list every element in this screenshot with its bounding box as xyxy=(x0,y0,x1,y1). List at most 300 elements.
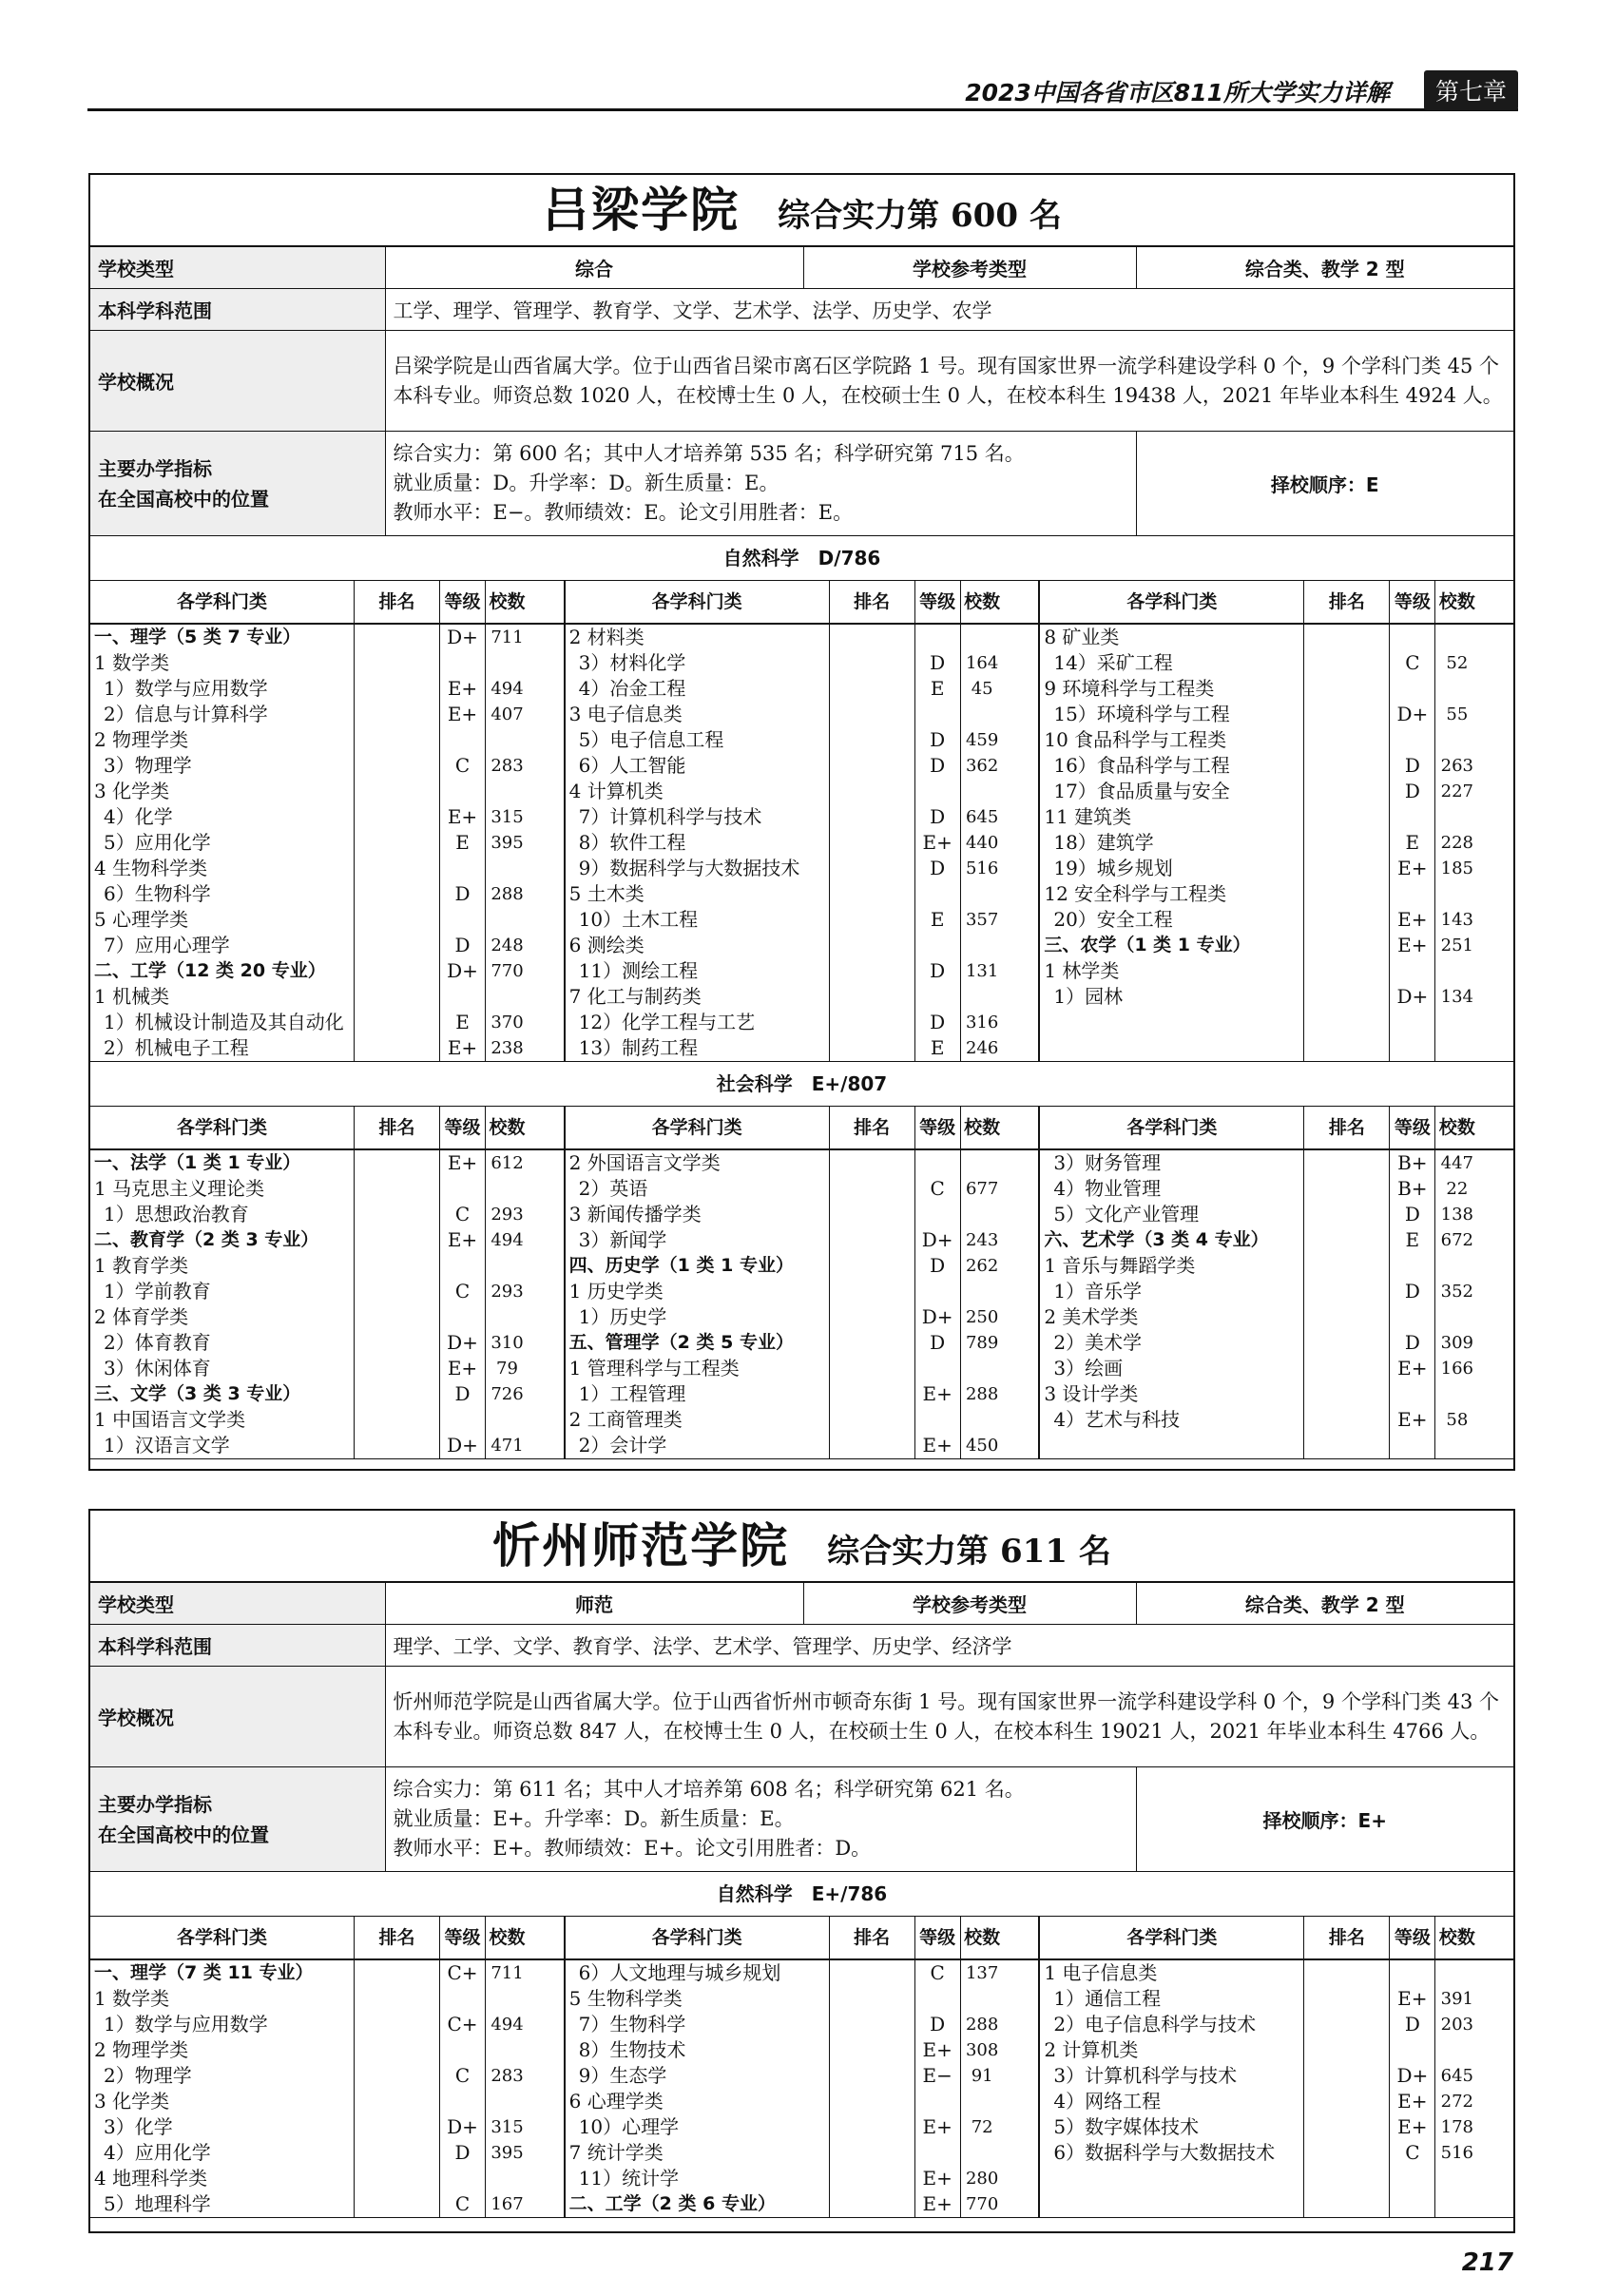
subject-count xyxy=(486,1986,529,2012)
subject-name: 二、工学（12 类 20 专业） xyxy=(90,958,355,984)
subject-rank xyxy=(355,2089,440,2114)
table-row xyxy=(566,2140,1039,2166)
subject-count: 52 xyxy=(1446,653,1469,673)
header-rank: 排名 xyxy=(830,1917,915,1958)
subject-count xyxy=(961,1150,1004,1176)
empty-row xyxy=(1040,1010,1513,1035)
subject-grade xyxy=(1390,1304,1435,1330)
subject-grade: E xyxy=(915,1035,961,1061)
subject-count: 280 xyxy=(965,2169,999,2189)
subject-name: 3 新闻传播学类 xyxy=(566,1202,830,1227)
subject-rank xyxy=(1304,2140,1390,2166)
table-row xyxy=(1040,753,1513,779)
empty-cell xyxy=(1435,1433,1478,1458)
subject-grade: E xyxy=(1390,1227,1435,1253)
subject-name: 1）汉语言文学 xyxy=(90,1433,355,1458)
subject-rank xyxy=(1304,1407,1390,1433)
subject-count xyxy=(1435,1253,1478,1279)
subject-count: 164 xyxy=(965,653,999,673)
column-header xyxy=(1040,1917,1513,1960)
subject-grade: D+ xyxy=(1390,2063,1435,2089)
subject-name: 1 中国语言文学类 xyxy=(90,1407,355,1433)
subject-grade: E+ xyxy=(915,2166,961,2191)
table-row xyxy=(1040,907,1513,933)
header-grade: 等级 xyxy=(1390,1107,1435,1148)
subject-count: 645 xyxy=(1440,2066,1474,2086)
table-row xyxy=(90,2140,564,2166)
subject-name: 2 计算机类 xyxy=(1040,2037,1304,2063)
subject-grid xyxy=(90,1107,1513,1459)
subject-count: 362 xyxy=(965,756,999,776)
subject-name: 一、法学（1 类 1 专业） xyxy=(90,1150,355,1176)
subject-name: 8）软件工程 xyxy=(566,830,830,856)
header-name: 各学科门类 xyxy=(1040,1107,1304,1148)
subject-count xyxy=(486,856,529,881)
info-table xyxy=(90,1582,1513,1872)
subject-count xyxy=(961,1202,1004,1227)
subject-count: 134 xyxy=(1440,987,1474,1007)
subject-grade: E+ xyxy=(915,1433,961,1458)
subject-grade: C xyxy=(440,1202,486,1227)
subject-name: 5）地理科学 xyxy=(90,2191,355,2217)
header-name: 各学科门类 xyxy=(566,1917,830,1958)
subject-grid xyxy=(90,1917,1513,2218)
empty-cell xyxy=(1390,2166,1435,2191)
empty-cell xyxy=(1390,2191,1435,2217)
subject-rank xyxy=(1304,727,1390,753)
info-row-type xyxy=(90,247,1513,289)
subject-count: 283 xyxy=(491,756,524,776)
table-row xyxy=(566,2063,1039,2089)
subject-name: 4）应用化学 xyxy=(90,2140,355,2166)
choice-order xyxy=(1136,432,1513,536)
table-row xyxy=(90,1227,564,1253)
subject-name: 2）英语 xyxy=(566,1176,830,1202)
subject-name: 1）数学与应用数学 xyxy=(90,2012,355,2037)
label-overview: 学校概况 xyxy=(90,331,385,432)
subject-count: 471 xyxy=(491,1436,524,1456)
subject-rank xyxy=(830,1407,915,1433)
subject-name: 3）新闻学 xyxy=(566,1227,830,1253)
subject-rank xyxy=(355,907,440,933)
subject-count xyxy=(1435,2037,1478,2063)
subject-count xyxy=(961,1986,1004,2012)
subject-rank xyxy=(1304,933,1390,958)
header-name: 各学科门类 xyxy=(1040,1917,1304,1958)
subject-count: 711 xyxy=(491,1963,524,1983)
subject-grade: E+ xyxy=(1390,856,1435,881)
subject-grade: E+ xyxy=(1390,907,1435,933)
table-row xyxy=(90,1010,564,1035)
subject-name: 4）物业管理 xyxy=(1040,1176,1304,1202)
subject-rank xyxy=(830,1304,915,1330)
header-rank: 排名 xyxy=(1304,581,1390,623)
subject-rank xyxy=(355,933,440,958)
table-row xyxy=(566,830,1039,856)
subject-rank xyxy=(355,2037,440,2063)
empty-cell xyxy=(1304,1433,1390,1458)
subject-rank xyxy=(830,1150,915,1176)
subject-count: 45 xyxy=(971,679,993,699)
subject-count xyxy=(1435,1304,1478,1330)
label-indicators-line2: 在全国高校中的位置 xyxy=(98,487,269,511)
subject-rank xyxy=(355,1150,440,1176)
subject-name: 7）计算机科学与技术 xyxy=(566,804,830,830)
subject-rank xyxy=(355,1330,440,1356)
table-row xyxy=(566,1227,1039,1253)
table-row xyxy=(90,856,564,881)
subject-grade xyxy=(440,2037,486,2063)
header-count: 校数 xyxy=(489,591,526,612)
subject-rank xyxy=(355,2191,440,2217)
subject-count: 263 xyxy=(1440,756,1474,776)
table-row xyxy=(566,676,1039,702)
table-row xyxy=(90,804,564,830)
table-row xyxy=(1040,727,1513,753)
subject-count: 310 xyxy=(491,1333,524,1353)
subject-name: 三、文学（3 类 3 专业） xyxy=(90,1381,355,1407)
subject-count: 288 xyxy=(491,884,524,904)
table-row xyxy=(566,1010,1039,1035)
empty-cell xyxy=(1390,1010,1435,1035)
subject-grade: D xyxy=(440,881,486,907)
indicator-line: 综合实力：第 611 名；其中人才培养第 608 名；科学研究第 621 名。 xyxy=(393,1778,1025,1801)
header-count: 校数 xyxy=(1438,1927,1475,1948)
subject-count xyxy=(1435,958,1478,984)
subject-rank xyxy=(355,984,440,1010)
subject-rank xyxy=(830,2012,915,2037)
indicators-text xyxy=(385,432,1136,536)
table-row xyxy=(90,881,564,907)
subject-count: 450 xyxy=(965,1436,999,1456)
subject-name: 5）文化产业管理 xyxy=(1040,1202,1304,1227)
label-indicators xyxy=(90,1767,385,1872)
subject-rank xyxy=(1304,1960,1390,1986)
label-subject-scope: 本科学科范围 xyxy=(90,1625,385,1667)
subject-column xyxy=(90,1107,566,1458)
subject-count: 395 xyxy=(491,2143,524,2163)
label-overview: 学校概况 xyxy=(90,1667,385,1767)
subject-grade xyxy=(1390,2037,1435,2063)
subject-count xyxy=(486,727,529,753)
subject-name: 3）计算机科学与技术 xyxy=(1040,2063,1304,2089)
subject-column xyxy=(566,1107,1041,1458)
subject-grade xyxy=(440,2089,486,2114)
table-row xyxy=(90,1150,564,1176)
table-row xyxy=(90,676,564,702)
subject-count: 770 xyxy=(491,961,524,981)
label-ref-type: 学校参考类型 xyxy=(803,247,1136,289)
subject-grade: C xyxy=(915,1176,961,1202)
subject-name: 五、管理学（2 类 5 专业） xyxy=(566,1330,830,1356)
subject-count xyxy=(961,881,1004,907)
subject-count xyxy=(961,2140,1004,2166)
subject-grade: D xyxy=(1390,779,1435,804)
subject-rank xyxy=(830,1010,915,1035)
subject-name: 6）人工智能 xyxy=(566,753,830,779)
subject-rank xyxy=(830,804,915,830)
subject-name: 2）美术学 xyxy=(1040,1330,1304,1356)
subject-grade: D xyxy=(915,650,961,676)
header-name: 各学科门类 xyxy=(1040,581,1304,623)
subject-rank xyxy=(355,2140,440,2166)
subject-count: 91 xyxy=(971,2066,993,2086)
subject-rank xyxy=(830,2140,915,2166)
header-grade: 等级 xyxy=(1390,1917,1435,1958)
header-rank: 排名 xyxy=(355,1107,440,1148)
table-row xyxy=(566,1356,1039,1381)
subject-grade: C xyxy=(440,1279,486,1304)
empty-cell xyxy=(1040,1010,1304,1035)
subject-rank xyxy=(830,727,915,753)
table-row xyxy=(566,1986,1039,2012)
table-row xyxy=(566,779,1039,804)
subject-grade: D xyxy=(915,1253,961,1279)
subject-count xyxy=(486,2089,529,2114)
header-name: 各学科门类 xyxy=(566,581,830,623)
table-row xyxy=(566,1176,1039,1202)
header-rank: 排名 xyxy=(830,1107,915,1148)
table-row xyxy=(566,958,1039,984)
table-row xyxy=(566,1433,1039,1458)
subject-rank xyxy=(1304,779,1390,804)
subject-name: 1 电子信息类 xyxy=(1040,1960,1304,1986)
subject-count xyxy=(486,907,529,933)
table-row xyxy=(1040,625,1513,650)
subject-grade: D xyxy=(915,753,961,779)
overview-text: 忻州师范学院是山西省属大学。位于山西省忻州市顿奇东街 1 号。现有国家世界一流学科建设学科 0 个，9 个学科门类 43 个本科专业。师资总数 847 人，在校博士生 0 人，在校硕士生 0 人，在校本科生 19021 人，2021 年毕业本科生 4766 人。 xyxy=(385,1667,1513,1767)
info-table xyxy=(90,246,1513,536)
subject-name: 3）绘画 xyxy=(1040,1356,1304,1381)
subject-name: 12 安全科学与工程类 xyxy=(1040,881,1304,907)
subject-rank xyxy=(1304,1176,1390,1202)
empty-cell xyxy=(1040,2191,1304,2217)
subject-rank xyxy=(1304,1150,1390,1176)
subject-grade: C+ xyxy=(440,1960,486,1986)
column-header xyxy=(566,1107,1039,1150)
subject-count: 494 xyxy=(491,2015,524,2035)
table-row xyxy=(1040,1381,1513,1407)
subject-count xyxy=(961,933,1004,958)
subject-count: 516 xyxy=(965,859,999,878)
subject-rank xyxy=(830,933,915,958)
info-row-overview xyxy=(90,331,1513,432)
table-row xyxy=(566,856,1039,881)
subject-name: 11）测绘工程 xyxy=(566,958,830,984)
subject-rank xyxy=(1304,625,1390,650)
subject-name: 1）工程管理 xyxy=(566,1381,830,1407)
subject-grade: E+ xyxy=(915,2191,961,2217)
header-count: 校数 xyxy=(1438,591,1475,612)
subject-count: 137 xyxy=(965,1963,999,1983)
subject-rank xyxy=(830,1960,915,1986)
subject-name: 1 数学类 xyxy=(90,650,355,676)
table-row xyxy=(566,753,1039,779)
subject-rank xyxy=(830,1202,915,1227)
subject-count: 79 xyxy=(496,1359,518,1379)
subject-grade xyxy=(440,779,486,804)
subject-name: 5 生物科学类 xyxy=(566,1986,830,2012)
table-row xyxy=(90,727,564,753)
table-row xyxy=(1040,2063,1513,2089)
table-row xyxy=(1040,1253,1513,1279)
table-row xyxy=(1040,650,1513,676)
table-row xyxy=(90,1279,564,1304)
subject-name: 2）物理学 xyxy=(90,2063,355,2089)
table-row xyxy=(90,933,564,958)
label-subject-scope: 本科学科范围 xyxy=(90,289,385,331)
table-row xyxy=(1040,856,1513,881)
subject-count: 770 xyxy=(965,2194,999,2214)
subject-count: 283 xyxy=(491,2066,524,2086)
subject-rank xyxy=(355,1304,440,1330)
subject-name: 6 心理学类 xyxy=(566,2089,830,2114)
subject-rank xyxy=(1304,2063,1390,2089)
overall-rank: 综合实力第 611 名 xyxy=(827,1533,1111,1571)
table-row xyxy=(566,2037,1039,2063)
subject-rank xyxy=(1304,804,1390,830)
subject-count: 308 xyxy=(965,2040,999,2060)
subject-name: 18）建筑学 xyxy=(1040,830,1304,856)
header-count: 校数 xyxy=(964,1117,1001,1138)
school-block-lvliang xyxy=(88,173,1515,1471)
subject-name: 1 机械类 xyxy=(90,984,355,1010)
subject-grade: D+ xyxy=(915,1304,961,1330)
subject-rank xyxy=(1304,907,1390,933)
subject-count: 227 xyxy=(1440,781,1474,801)
subject-rank xyxy=(355,779,440,804)
subject-name: 8 矿业类 xyxy=(1040,625,1304,650)
subject-name: 3）物理学 xyxy=(90,753,355,779)
table-row xyxy=(566,1035,1039,1061)
column-header xyxy=(566,1917,1039,1960)
subject-count xyxy=(1435,1960,1478,1986)
subject-rank xyxy=(355,650,440,676)
subject-name: 2）体育教育 xyxy=(90,1330,355,1356)
subject-rank xyxy=(830,650,915,676)
table-row xyxy=(90,958,564,984)
table-row xyxy=(566,1253,1039,1279)
subject-name: 六、艺术学（3 类 4 专业） xyxy=(1040,1227,1304,1253)
subject-scope-value: 理学、工学、文学、教育学、法学、艺术学、管理学、历史学、经济学 xyxy=(385,1625,1513,1667)
subject-count: 711 xyxy=(491,627,524,647)
subject-count: 447 xyxy=(1440,1153,1474,1173)
subject-count: 357 xyxy=(965,910,999,930)
subject-name: 2）电子信息科学与技术 xyxy=(1040,2012,1304,2037)
table-row xyxy=(566,702,1039,727)
empty-cell xyxy=(1435,2191,1478,2217)
subject-rank xyxy=(830,1035,915,1061)
subject-rank xyxy=(1304,1330,1390,1356)
table-row xyxy=(1040,2114,1513,2140)
subject-grade: E+ xyxy=(440,702,486,727)
subject-name: 3）财务管理 xyxy=(1040,1150,1304,1176)
subject-grade: C xyxy=(1390,2140,1435,2166)
header-count: 校数 xyxy=(1438,1117,1475,1138)
table-row xyxy=(90,650,564,676)
subject-name: 14）采矿工程 xyxy=(1040,650,1304,676)
subject-name: 3）材料化学 xyxy=(566,650,830,676)
column-header xyxy=(1040,1107,1513,1150)
subject-name: 4）艺术与科技 xyxy=(1040,1407,1304,1433)
table-row xyxy=(566,2191,1039,2217)
subject-count xyxy=(486,984,529,1010)
subject-grade: D xyxy=(915,2012,961,2037)
header-name: 各学科门类 xyxy=(90,581,355,623)
subject-grade: D xyxy=(915,1010,961,1035)
table-row xyxy=(90,1960,564,1986)
book-title: 2023中国各省市区811所大学实力详解 xyxy=(965,79,1390,106)
subject-name: 1）思想政治教育 xyxy=(90,1202,355,1227)
subject-name: 7）生物科学 xyxy=(566,2012,830,2037)
subject-name: 15）环境科学与工程 xyxy=(1040,702,1304,727)
school-block-xinzhou xyxy=(88,1509,1515,2233)
school-title xyxy=(90,175,1513,246)
subject-name: 1 数学类 xyxy=(90,1986,355,2012)
table-row xyxy=(90,2037,564,2063)
table-row xyxy=(90,2063,564,2089)
table-row xyxy=(90,2166,564,2191)
subject-rank xyxy=(1304,650,1390,676)
subject-name: 二、教育学（2 类 3 专业） xyxy=(90,1227,355,1253)
page-number: 217 xyxy=(1461,2248,1513,2277)
table-row xyxy=(566,1304,1039,1330)
ref-type-value: 综合类、教学 2 型 xyxy=(1136,247,1513,289)
header-rank: 排名 xyxy=(355,581,440,623)
subject-grade: C xyxy=(440,753,486,779)
column-header xyxy=(90,1107,564,1150)
subject-count: 370 xyxy=(491,1013,524,1032)
subject-name: 7 化工与制药类 xyxy=(566,984,830,1010)
table-row xyxy=(566,650,1039,676)
overview-text: 吕梁学院是山西省属大学。位于山西省吕梁市离石区学院路 1 号。现有国家世界一流学科建设学科 0 个，9 个学科门类 45 个本科专业。师资总数 1020 人，在校博士生 0 人，在校硕士生 0 人，在校本科生 19438 人，2021 年毕业本科生 4924 人。 xyxy=(385,331,1513,432)
header-grade: 等级 xyxy=(1390,581,1435,623)
subject-name: 1）音乐学 xyxy=(1040,1279,1304,1304)
subject-count xyxy=(961,1356,1004,1381)
table-row xyxy=(90,907,564,933)
subject-rank xyxy=(830,625,915,650)
label-indicators-line1: 主要办学指标 xyxy=(98,1792,212,1816)
subject-rank xyxy=(1304,984,1390,1010)
subject-rank xyxy=(355,676,440,702)
subject-name: 1）历史学 xyxy=(566,1304,830,1330)
subject-grade: E+ xyxy=(915,830,961,856)
subject-name: 19）城乡规划 xyxy=(1040,856,1304,881)
subject-grade: E+ xyxy=(1390,933,1435,958)
subject-name: 9）数据科学与大数据技术 xyxy=(566,856,830,881)
subject-count: 248 xyxy=(491,936,524,955)
table-row xyxy=(566,2114,1039,2140)
subject-grade xyxy=(440,1407,486,1433)
choice-order xyxy=(1136,1767,1513,1872)
subject-grade xyxy=(915,933,961,958)
subject-grade xyxy=(440,1304,486,1330)
subject-grade xyxy=(1390,1960,1435,1986)
table-row xyxy=(566,804,1039,830)
subject-grade: E+ xyxy=(1390,2114,1435,2140)
subject-rank xyxy=(355,727,440,753)
subject-name: 9）生态学 xyxy=(566,2063,830,2089)
subject-grade: E+ xyxy=(915,2037,961,2063)
table-row xyxy=(566,2012,1039,2037)
indicator-line: 教师水平：E+。教师绩效：E+。论文引用胜者：D。 xyxy=(393,1837,872,1860)
label-school-type: 学校类型 xyxy=(90,247,385,289)
empty-row xyxy=(1040,1035,1513,1061)
subject-rank xyxy=(830,1279,915,1304)
subject-grade: E− xyxy=(915,2063,961,2089)
subject-name: 三、农学（1 类 1 专业） xyxy=(1040,933,1304,958)
subject-name: 4 计算机类 xyxy=(566,779,830,804)
